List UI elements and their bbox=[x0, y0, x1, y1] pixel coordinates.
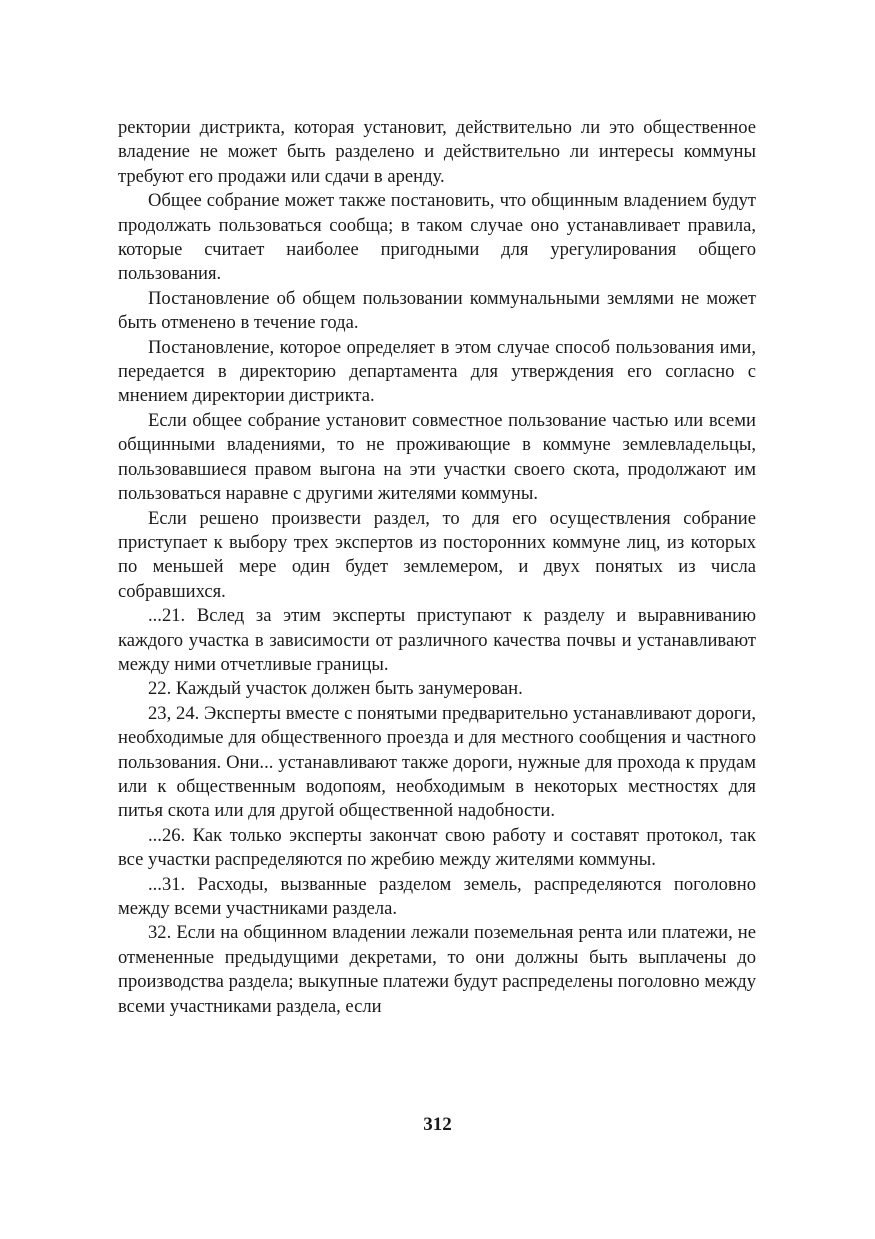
paragraph: Общее собрание может также постановить, что общинным владением будут продолжать пользоваться сообща; в таком случае оно устанавливает правила, которые считает наиболее пригодными для урегулирования общего пользования. bbox=[118, 190, 756, 285]
paragraph: 23, 24. Эксперты вместе с понятыми предварительно устанавливают дороги, необходимые для общественного проезда и для местного сообщения и частного пользования. Они... устанавливают также дороги, нужные для прохода к прудам или к общественным водопоям, необходимым в некоторых местностях для питья скота или для другой общественной надобности. bbox=[118, 702, 756, 822]
paragraph: ...31. Расходы, вызванные разделом земель, распределяются поголовно между всеми участниками раздела. bbox=[118, 873, 756, 919]
paragraph: 22. Каждый участок должен быть занумерован. bbox=[148, 678, 523, 700]
document-body bbox=[118, 116, 756, 1019]
paragraph: Постановление об общем пользовании коммунальными землями не может быть отменено в течение года. bbox=[118, 287, 756, 334]
paragraph: Постановление, которое определяет в этом случае способ пользования ими, передается в директорию департамента для утверждения его согласно с мнением директории дистрикта. bbox=[118, 336, 756, 407]
paragraph: ...26. Как только эксперты закончат свою работу и составят протокол, так все участки распределяются по жребию между жителями коммуны. bbox=[118, 824, 756, 871]
paragraph: ректории дистрикта, которая установит, действительно ли это общественное владение не может быть разделено и действительно ли интересы коммуны требуют его продажи или сдачи в аренду. bbox=[118, 117, 756, 187]
paragraph: Если общее собрание установит совместное пользование частью или всеми общинными владениями, то не проживающие в коммуне землевладельцы, пользовавшиеся правом выгона на эти участки своего скота, продолжают им пользоваться наравне с другими жителями коммуны. bbox=[118, 409, 756, 505]
paragraph: Если решено произвести раздел, то для его осуществления собрание приступает к выбору трех экспертов из посторонних коммуне лиц, из которых по меньшей мере один будет землемером, и двух понятых из числа собравшихся. bbox=[118, 507, 756, 602]
paragraph: 32. Если на общинном владении лежали поземельная рента или платежи, не отмененные предыдущими декретами, то они должны быть выплачены до производства раздела; выкупные платежи будут распределены поголовно между всеми участниками раздела, если bbox=[118, 922, 756, 1017]
page-number: 312 bbox=[423, 1114, 452, 1135]
paragraph: ...21. Вслед за этим эксперты приступают к разделу и выравниванию каждого участка в зависимости от различного качества почвы и устанавливают между ними отчетливые границы. bbox=[118, 605, 756, 675]
